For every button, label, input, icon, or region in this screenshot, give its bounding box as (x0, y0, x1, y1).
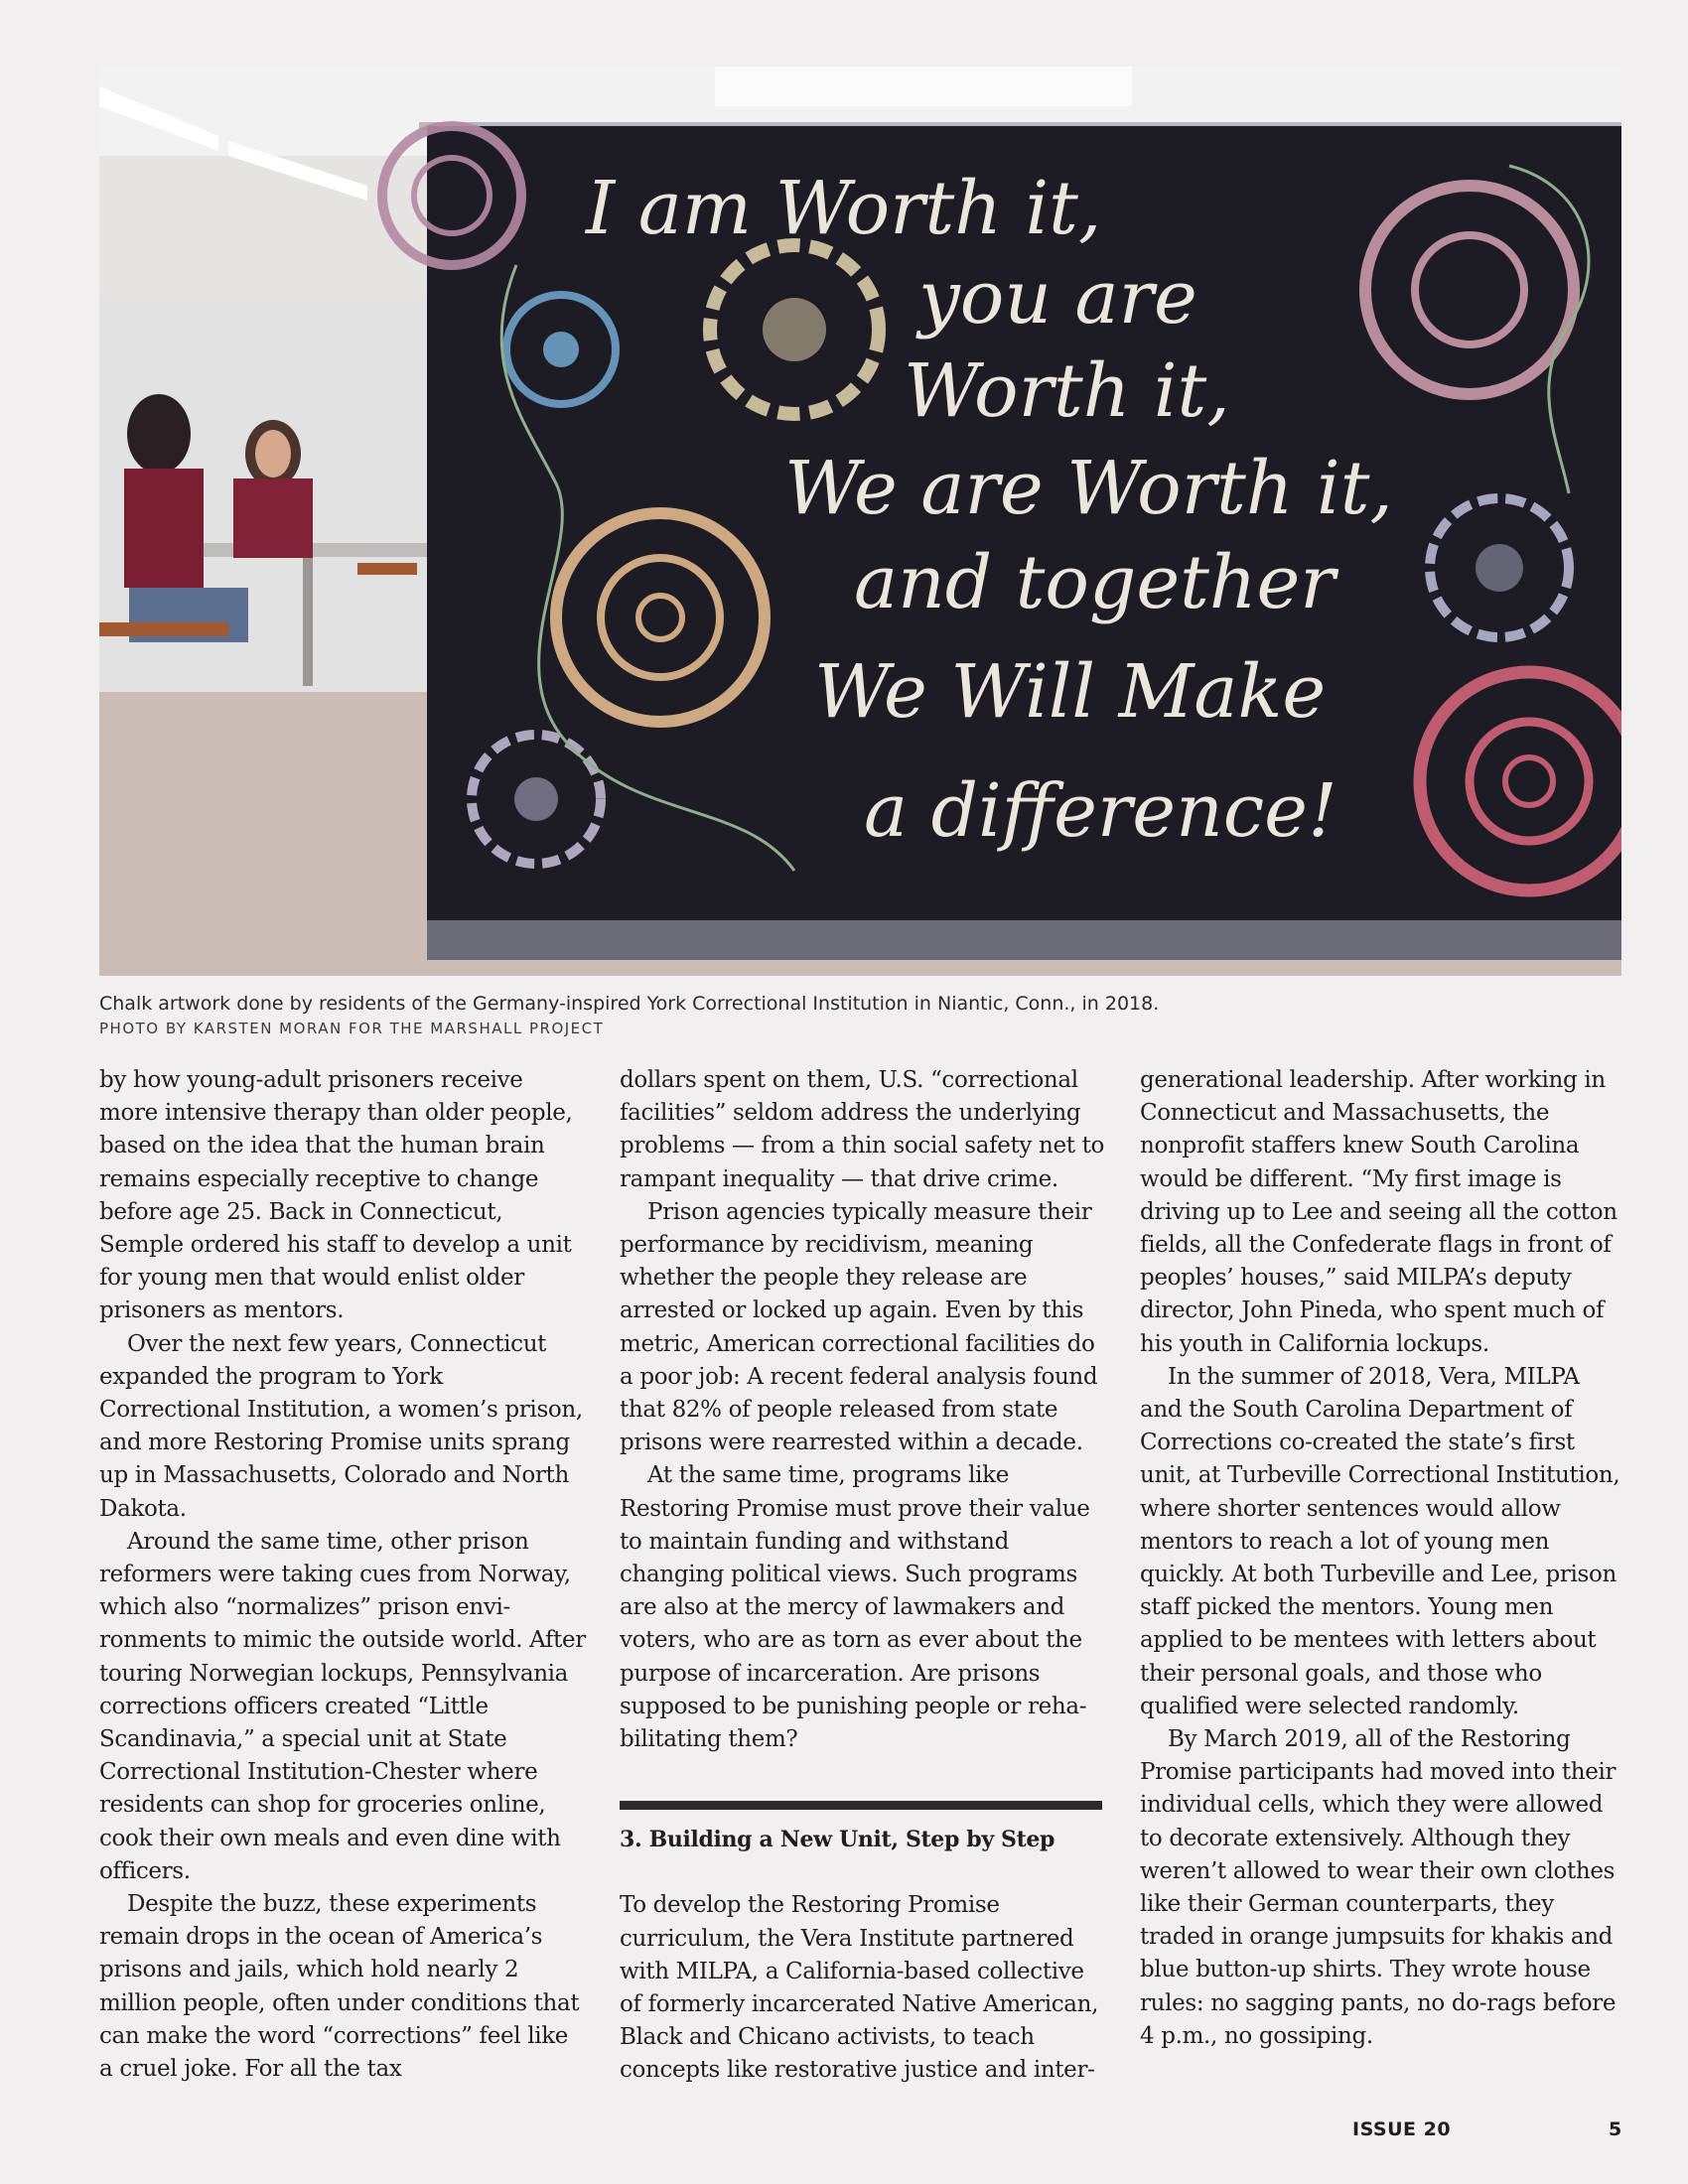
chalkboard-photo (99, 67, 1621, 976)
paragraph: Over the next few years, Connecticut expanded the program to York Correctional Institution, a women’s prison, and more Restoring Promise units sprang up in Massachusetts, Colorado and North Dakota. (99, 1330, 583, 1522)
chalk-line-2: you are (918, 255, 1197, 341)
article-column-3 (1140, 1064, 1626, 2053)
section-heading: 3. Building a New Unit, Step by Step (620, 1827, 1055, 1853)
paragraph: To develop the Restoring Promise curriculum, the Vera Institute partnered with MILPA, a California-based collective of formerly incarcerated Native American, Black and Chicano activists, to teach concepts like restorative justice and inter- (620, 1892, 1099, 2084)
chalk-line-1: I am Worth it, (586, 166, 1102, 251)
paragraph: Prison agencies typically measure their performance by recidivism, meaning whether the people they release are arrested or locked up again. Even by this metric, American correctional facilities do a poor job: A recent federal analysis found that 82% of people released from state prisons were rearrested within a decade. (620, 1198, 1098, 1456)
issue-label: ISSUE 20 (1352, 2118, 1452, 2140)
paragraph: Despite the buzz, these experiments remain drops in the ocean of America’s prisons and jails, which hold nearly 2 million people, often under conditions that can make the word “corrections” feel like a cruel joke. For all the tax (99, 1891, 580, 2083)
paragraph: dollars spent on them, U.S. “correctional facilities” seldom address the underlying problems — from a thin social safety net to rampant inequality — that drive crime. (620, 1067, 1104, 1192)
chalk-line-7: a difference! (864, 768, 1337, 854)
paragraph: By March 2019, all of the Restoring Promise participants had moved into their individual cells, which they were allowed to decorate extensively. Although they weren’t allowed to wear their own clothes like their German counterparts, they traded in orange jumpsuits for khakis and blue button-up shirts. They wrote house rules: no sagging pants, no do-rags before 4 p.m., no gossiping. (1140, 1726, 1617, 2049)
article-column-1 (99, 1064, 586, 2086)
paragraph: At the same time, programs like Restoring Promise must prove their value to maintain funding and withstand changing political views. Such programs are also at the mercy of lawmakers and voters, who are as torn as ever about the purpose of incarceration. Are prisons supposed to be punishing people or rehabilitating them? (620, 1462, 1090, 1753)
chalk-line-4: We are Worth it, (784, 446, 1393, 531)
section-divider (620, 1801, 1102, 1810)
photo-caption: Chalk artwork done by residents of the Germany-inspired York Correctional Institution in Niantic, Conn., in 2018. (99, 993, 1160, 1015)
chalk-line-3: Worth it, (904, 348, 1230, 434)
paragraph: by how young-adult prisoners receive more intensive therapy than older people, based on the idea that the human brain remains especially receptive to change before age 25. Back in Connecticut, Semple ordered his staff to develop a unit for young men that would enlist older prisoners as mentors. (99, 1067, 573, 1324)
article-column-2 (620, 1064, 1106, 2088)
chalk-line-6: We Will Make (814, 649, 1327, 735)
paragraph: In the summer of 2018, Vera, MILPA and the South Carolina Department of Corrections co-created the state’s first unit, at Turbeville Correctional Institution, where shorter sentences would allow mentors to reach a lot of young men quickly. At both Turbeville and Lee, prison staff picked the mentors. Young men applied to be mentees with letters about their personal goals, and those who qualified were selected randomly. (1140, 1363, 1620, 1719)
page-number: 5 (1609, 2118, 1622, 2140)
paragraph: generational leadership. After working in Connecticut and Massachusetts, the nonprofit staffers knew South Carolina would be different. “My first image is driving up to Lee and seeing all the cotton fields, all the Confederate flags in front of peoples’ houses,” said MILPA’s deputy director, John Pineda, who spent much of his youth in California lockups. (1140, 1067, 1618, 1357)
paragraph: Around the same time, other prison reformers were taking cues from Norway, which also “normalizes” prison environments to mimic the outside world. After touring Norwegian lockups, Pennsylvania corrections officers created “Little Scandinavia,” a special unit at State Correctional Institution-Chester where residents can shop for groceries online, cook their own meals and even dine with officers. (99, 1528, 586, 1884)
chalk-line-5: and together (854, 540, 1336, 625)
photo-credit: PHOTO BY KARSTEN MORAN FOR THE MARSHALL PROJECT (99, 1020, 605, 1037)
